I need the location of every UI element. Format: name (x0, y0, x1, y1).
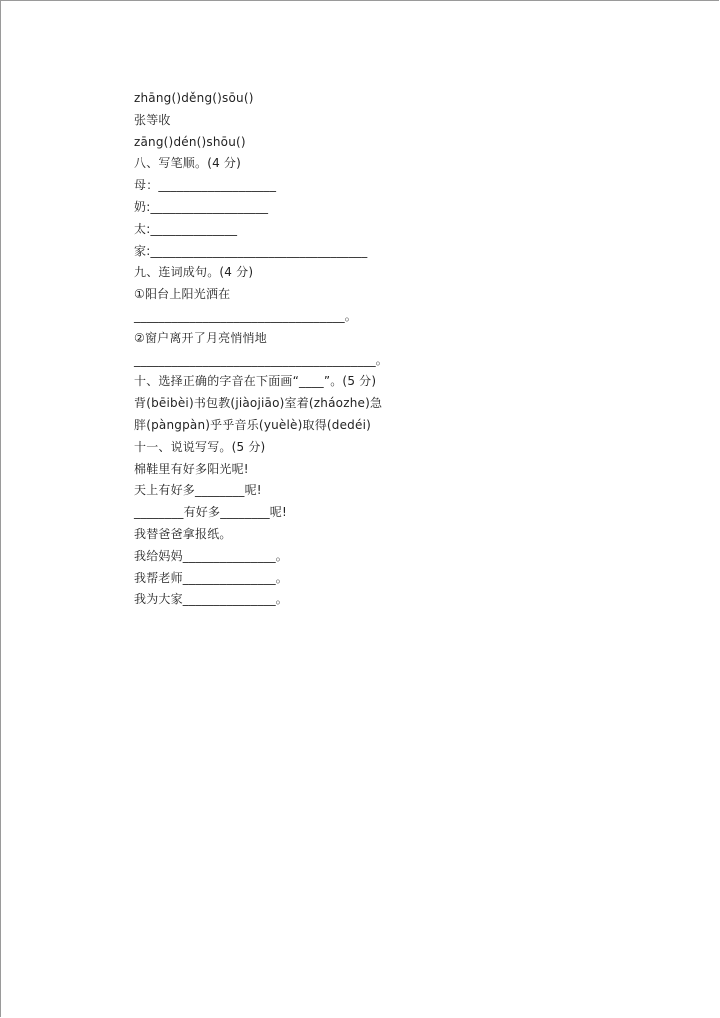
section-11-heading: 十一、说说写写。(5 分) (134, 439, 266, 454)
fill-sentence-5: 我为大家_______________。 (134, 592, 289, 607)
character-line: 张等收 (134, 112, 171, 127)
fill-sentence-1: 天上有好多________呢! (134, 483, 262, 498)
pronunciation-line-1: 背(bēibèi)书包教(jiàojiāo)室着(zháozhe)急 (134, 396, 383, 411)
section-10-heading: 十、选择正确的字音在下面画“____”。(5 分) (134, 374, 377, 389)
sentence-1-words: ①阳台上阳光洒在 (134, 287, 231, 302)
sentence-2-words: ②窗户离开了月亮悄悄地 (134, 330, 267, 345)
section-9-heading: 九、连词成句。(4 分) (134, 265, 254, 280)
example-sentence-2: 我替爸爸拿报纸。 (134, 526, 232, 541)
stroke-order-tai: 太:______________ (134, 221, 238, 236)
pinyin-line-2: zāng()dén()shōu() (134, 134, 246, 149)
fill-sentence-4: 我帮老师_______________。 (134, 570, 289, 585)
pinyin-line-1: zhāng()děng()sōu() (134, 91, 254, 105)
stroke-order-jia: 家:___________________________________ (134, 243, 368, 258)
fill-sentence-2: ________有好多________呢! (134, 505, 288, 520)
stroke-order-nai: 奶:___________________ (134, 199, 269, 214)
stroke-order-mu: 母：___________________ (134, 178, 277, 193)
example-sentence-1: 棉鞋里有好多阳光呢! (134, 461, 249, 476)
sentence-1-blank: __________________________________。 (134, 308, 357, 323)
fill-sentence-3: 我给妈妈_______________。 (134, 548, 289, 563)
section-8-heading: 八、写笔顺。(4 分) (134, 156, 242, 171)
sentence-2-blank: _______________________________________。 (134, 352, 388, 367)
document-body (134, 88, 694, 611)
pronunciation-line-2: 胖(pàngpàn)乎乎音乐(yuèlè)取得(dedéi) (134, 417, 372, 432)
